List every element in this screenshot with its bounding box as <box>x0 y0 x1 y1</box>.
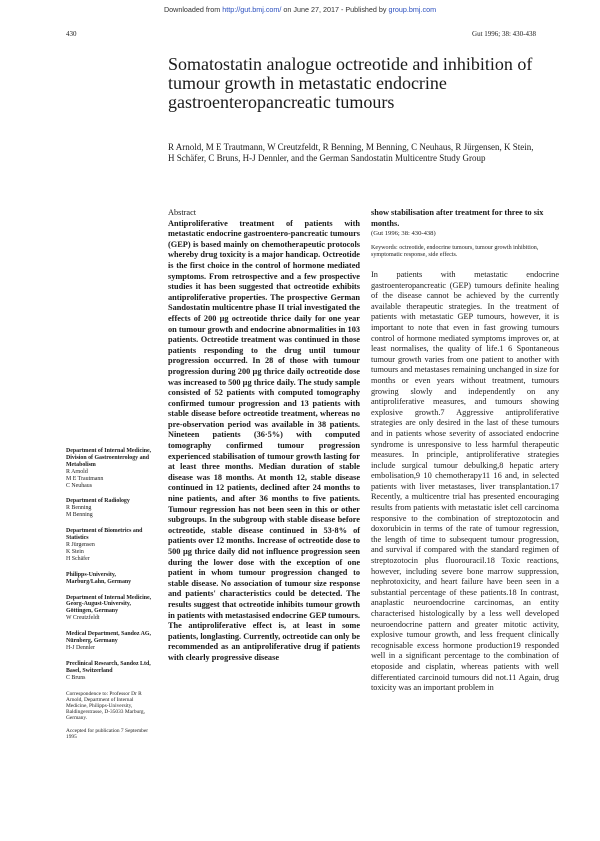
affiliation-authors: H-J Dennler <box>66 644 95 651</box>
journal-reference: Gut 1996; 38: 430-438 <box>472 30 536 38</box>
affiliation-block <box>66 448 152 489</box>
gut-site-link[interactable]: http://gut.bmj.com/ <box>222 5 282 14</box>
affiliation-name: Preclinical Research, Sandoz Ltd, Basel, Switzerland <box>66 660 151 674</box>
affiliations-sidebar <box>66 448 152 740</box>
affiliation-name: Medical Department, Sandoz AG, Nürnberg, Germany <box>66 631 151 645</box>
affiliation-block <box>66 631 152 652</box>
abstract-continuation: show stabilisation after treatment for three to six months. <box>371 208 544 228</box>
banner-middle: on June 27, 2017 - Published by <box>283 5 387 14</box>
right-column <box>371 208 559 693</box>
banner-prefix: Downloaded from <box>163 5 221 14</box>
affiliation-block <box>66 528 152 563</box>
affiliation-block <box>66 595 152 623</box>
affiliation-authors: W Creutzfeldt <box>66 615 100 622</box>
affiliation-list <box>66 448 152 682</box>
affiliation-name: Department of Internal Medicine, Division of Gastroenterology and Metabolism <box>66 448 152 468</box>
group-bmj-link[interactable]: group.bmj.com <box>388 5 437 14</box>
correspondence-note: Correspondence to: Professor Dr R Arnold, Department of Internal Medicine, Philipps-University, Baldingerstrasse, D-35033 Marburg, Germany. <box>66 690 145 722</box>
affiliation-authors: R Jürgensen K Stein H Schäfer <box>66 541 95 562</box>
keywords-line: Keywords: octreotide, endocrine tumours, tumour growth inhibition, symptomatic response, side effects. <box>371 244 539 259</box>
abstract-section <box>168 208 360 664</box>
affiliation-authors: C Bruns <box>66 674 86 681</box>
affiliation-name: Department of Internal Medicine, Georg-August-University, Göttingen, Germany <box>66 594 152 615</box>
affiliation-authors: R Arnold M E Trautmann C Neuhaus <box>66 468 104 489</box>
article-title: Somatostatin analogue octreotide and inhibition of tumour growth in metastatic endocrine gastroenteropancreatic tumours <box>168 54 533 112</box>
affiliation-name: Department of Biometrics and Statistics <box>66 528 143 542</box>
citation-line: (Gut 1996; 38: 430-438) <box>371 230 436 238</box>
page-number: 430 <box>66 30 77 38</box>
affiliation-name: Philipps-University, Marburg/Lahn, Germany <box>66 571 132 585</box>
affiliation-block <box>66 572 152 586</box>
abstract-heading: Abstract <box>168 208 197 217</box>
abstract-text: Antiproliferative treatment of patients with metastatic endocrine gastroentero-pancreatic tumours (GEP) is based mainly on chemotherapeutic protocols whereby drug toxicity is a major handicap. Octreotide is the first choice in the control of hormone mediated symptoms. From retrospective and a few prospective studies it has been suggested that octreotide exhibits antiproliferative properties. The prospective German Sandostatin multicentre phase II trial investigated the effects of 200 µg octreotide thrice daily for one year on tumour growth and endocrine abnormalities in 103 patients. Octreotide treatment was continued in those patients responding to the drug until tumour progression occurred. In 28 of those with tumour progression during 200 µg thrice daily octreotide dose was increased to 500 µg thrice daily. The study sample consisted of 52 patients with computed tomography confirmed tumour progression and 13 patients with stable disease before octreotide treatment, whereas no pre-observation period was available in 38 patients. Nineteen patients (36·5%) with computed tomography confirmed tumour progression experienced stabilisation of tumour growth lasting for at least three months. Median duration of stable disease was 18 months. At month 12, stable disease continued in 12 patients, declined after 24 months to nine patients, and after 36 months to five patients. Tumour regression has not been seen in this or other subgroups. In the subgroup with stable disease before octreotide, stable disease continued in 53·8% of patients over 12 months. Increase of octreotide dose to 500 µg thrice daily did not influence progression seen during the lower dose with the exception of one patient in whom tumour progression changed to stable disease. No association of tumour size response and patients' characteristics could be detected. The results suggest that octreotide inhibits tumour growth in patients with metastasised endocrine GEP tumours. The antiproliferative effect is, at least in some patients, longlasting. Currently, octreotide can only be recommended as an antiproliferative drug if patients with clearly progressive disease <box>168 218 360 662</box>
affiliation-block <box>66 498 152 519</box>
affiliation-block <box>66 661 152 682</box>
download-banner <box>0 5 600 14</box>
introduction-text: In patients with metastatic endocrine gastroenteropancreatic (GEP) tumours definite healing of the disease cannot be achieved by the currently available therapeutic strategies. In the treatment of patients with metastatic GEP tumours, however, it is important to note that even in fast growing tumours control of hormone mediated symptoms improves or, at least normalises, the quality of life.1 6 Spontaneous tumour growth varies from one patient to another with tumours and metastases remaining unchanged in size for months or even years without treatment, tumours growing slowly and independently on any antiproliferative measures, and tumours showing explosive growth.7 Aggressive antiproliferative strategies are only desired in the last of these tumours and in patients whose severity of associated endocrine syndrome is unresponsive to less harmful therapeutic measures. In principle, antiproliferative strategies include surgical tumour debulking,8 hepatic artery embolisation,9 10 chemotherapy11 16 and, in selected patients with liver metastases, liver transplantation.17 Recently, a multicentre trial has presented encouraging results from patients with metastatic islet cell carcinoma responsive to the combination of streptozotocin and doxorubicin in terms of the rate of tumour regression, the length of time to subsequent tumour progression, and survival if compared with the standard regimen of streptozotocin plus fluorouracil.18 Toxic reactions, however, including severe bone marrow suppression, nephrotoxicity, and heart failure have been seen in a substantial percentage of these patients.18 In contrast, anaplastic neuroendocrine carcinomas, an entity characterised histologically by a less well developed neuroendocrine pattern and greater mitotic activity, explosive tumour growth, and less frequent clinically recognisable excess hormone production19 responded well in a significant percentage to the combination of etoposide and cisplatin, whereas patients with well differentiated carcinoid tumours did not.11 Again, drug toxicity was an important problem in <box>371 270 559 693</box>
affiliation-name: Department of Radiology <box>66 498 130 505</box>
affiliation-authors: R Benning M Benning <box>66 505 93 519</box>
author-list: R Arnold, M E Trautmann, W Creutzfeldt, R Benning, M Benning, C Neuhaus, R Jürgensen, K Stein, H Schäfer, C Bruns, H-J Dennler, and the German Sandostatin Multicentre Study Group <box>168 142 534 163</box>
accepted-note: Accepted for publication 7 September 1995 <box>66 727 149 740</box>
